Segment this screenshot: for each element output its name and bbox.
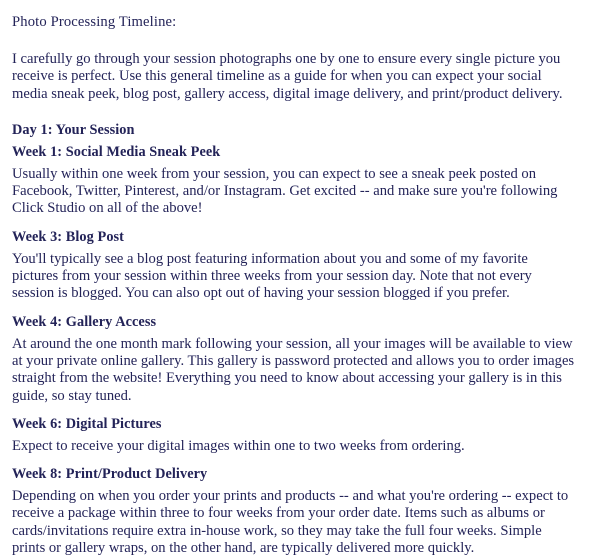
intro-paragraph: I carefully go through your session photographs one by one to ensure every single picture you receive is perfect. Use this general timeline as a guide for when you can expect your social media sneak peek, blog post, gallery access, digital image delivery, and print/product delivery. — [12, 51, 563, 102]
section-heading-week-4: Week 4: Gallery Access — [12, 313, 157, 330]
section-heading-week-8: Week 8: Print/Product Delivery — [12, 466, 208, 483]
section-body-week-1: Usually within one week from your session, you can expect to see a sneak peek posted on Facebook, Twitter, Pinterest, and/or Instagram. Get excited -- and make sure you're following Click Studio on all of the above! — [12, 165, 558, 217]
section-week-3 — [12, 229, 576, 303]
section-body-week-8: Depending on when you order your prints and products -- and what you're ordering -- expect to receive a package within three to four weeks from your order date. Items such as albums or cards/invitations require extra in-house work, so they may take the full four weeks. Simple prints or gallery wraps, on the other hand, are typically delivered more quickly. — [12, 488, 569, 557]
page-title: Photo Processing Timeline: — [12, 14, 177, 30]
section-heading-day-1: Day 1: Your Session — [12, 121, 135, 138]
section-week-4 — [12, 314, 576, 405]
section-week-6 — [12, 416, 576, 455]
section-heading-week-6: Week 6: Digital Pictures — [12, 415, 162, 432]
section-week-1 — [12, 144, 576, 218]
section-body-week-6: Expect to receive your digital images within one to two weeks from ordering. — [12, 437, 465, 454]
section-body-week-3: You'll typically see a blog post featuring information about you and some of my favorite pictures from your session within three weeks from your session day. Note that not every session is blogged. You can also opt out of having your session blogged if you prefer. — [12, 250, 532, 302]
section-week-8 — [12, 466, 576, 557]
section-body-week-4: At around the one month mark following your session, all your images will be available to view at your private online gallery. This gallery is password protected and allows you to order images straight from the website! Everything you need to know about accessing your gallery is in this guide, so stay tuned. — [12, 335, 575, 404]
section-heading-week-3: Week 3: Blog Post — [12, 228, 125, 245]
section-day-1 — [12, 122, 576, 139]
section-heading-week-1: Week 1: Social Media Sneak Peek — [12, 143, 221, 160]
